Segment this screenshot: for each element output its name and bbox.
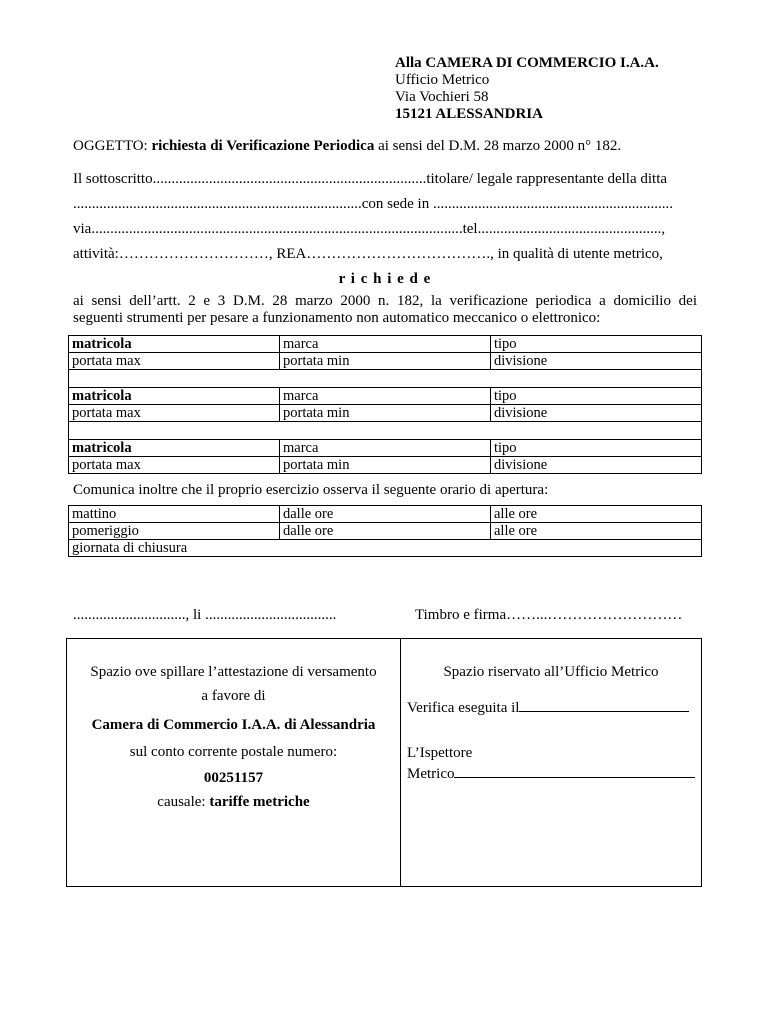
payment-causale bbox=[67, 794, 400, 811]
matricola-label: matricola bbox=[72, 440, 132, 456]
fill-line-2: .............................................................................con sede in ................................................................ bbox=[73, 196, 673, 212]
subject-line bbox=[73, 138, 621, 155]
dalle-ore-cell[interactable]: dalle ore bbox=[280, 506, 491, 523]
verifica-underline bbox=[519, 696, 689, 712]
spacer-cell bbox=[69, 422, 702, 440]
inspector-label-1: L’Ispettore bbox=[407, 745, 473, 761]
payment-line4: sul conto corrente postale numero: bbox=[129, 744, 338, 760]
payment-line2: a favore di bbox=[201, 688, 266, 704]
request-text-line1: ai sensi dell’artt. 2 e 3 D.M. 28 marzo 2000 n. 182, la verificazione periodica a domicilio dei bbox=[73, 293, 697, 309]
marca-cell[interactable]: marca bbox=[280, 388, 491, 405]
matricola-cell[interactable] bbox=[69, 388, 280, 405]
payment-recipient-name: Camera di Commercio I.A.A. di Alessandria bbox=[91, 717, 376, 733]
bottom-box bbox=[66, 638, 702, 887]
matricola-label: matricola bbox=[72, 336, 132, 352]
closing-day-cell[interactable]: giornata di chiusura bbox=[69, 540, 702, 557]
portata-max-cell[interactable]: portata max bbox=[69, 405, 280, 422]
payment-line1: Spazio ove spillare l’attestazione di versamento bbox=[90, 664, 377, 680]
fill-line-4: attività:…………………………, REA………………………………., in qualità di utente metrico, bbox=[73, 246, 663, 262]
spacer-row bbox=[69, 422, 702, 440]
payment-account bbox=[67, 770, 400, 787]
causale-label: causale: bbox=[157, 794, 210, 810]
account-number: 00251157 bbox=[203, 770, 264, 786]
subject-bold: richiesta di Verificazione Periodica bbox=[151, 138, 375, 154]
spacer-row bbox=[69, 370, 702, 388]
subject-label: OGGETTO: bbox=[73, 138, 152, 154]
divisione-cell[interactable]: divisione bbox=[491, 405, 702, 422]
instrument-row bbox=[69, 353, 702, 370]
mattino-cell[interactable]: mattino bbox=[69, 506, 280, 523]
hours-row bbox=[69, 540, 702, 557]
divisione-cell[interactable]: divisione bbox=[491, 457, 702, 474]
portata-min-cell[interactable]: portata min bbox=[280, 405, 491, 422]
instruments-table bbox=[68, 335, 702, 474]
instrument-row bbox=[69, 405, 702, 422]
subject-rest: ai sensi del D.M. 28 marzo 2000 n° 182. bbox=[374, 138, 622, 154]
pomeriggio-cell[interactable]: pomeriggio bbox=[69, 523, 280, 540]
matricola-label: matricola bbox=[72, 388, 132, 404]
tipo-cell[interactable]: tipo bbox=[491, 440, 702, 457]
tipo-cell[interactable]: tipo bbox=[491, 336, 702, 353]
recipient-address bbox=[395, 55, 659, 123]
instrument-row bbox=[69, 457, 702, 474]
recipient-line3: Via Vochieri 58 bbox=[395, 89, 489, 105]
fill-line-3: via...................................................................................................tel................................................., bbox=[73, 221, 666, 237]
verifica-label: Verifica eseguita il bbox=[407, 700, 520, 716]
portata-min-cell[interactable]: portata min bbox=[280, 457, 491, 474]
portata-max-cell[interactable]: portata max bbox=[69, 457, 280, 474]
marca-cell[interactable]: marca bbox=[280, 336, 491, 353]
inspector-field[interactable] bbox=[407, 762, 695, 783]
recipient-line4: 15121 ALESSANDRIA bbox=[395, 106, 543, 122]
recipient-line2: Ufficio Metrico bbox=[395, 72, 490, 88]
hours-row bbox=[69, 523, 702, 540]
inspector-label-2: Metrico bbox=[407, 766, 455, 782]
verifica-field[interactable] bbox=[407, 696, 689, 717]
payment-line3 bbox=[67, 717, 400, 734]
request-heading bbox=[0, 271, 770, 288]
matricola-cell[interactable] bbox=[69, 336, 280, 353]
instrument-row bbox=[69, 440, 702, 457]
instrument-row bbox=[69, 336, 702, 353]
request-text bbox=[73, 293, 697, 327]
office-title: Spazio riservato all’Ufficio Metrico bbox=[443, 664, 659, 680]
dalle-ore-cell[interactable]: dalle ore bbox=[280, 523, 491, 540]
marca-cell[interactable]: marca bbox=[280, 440, 491, 457]
recipient-line1: Alla CAMERA DI COMMERCIO I.A.A. bbox=[395, 55, 659, 71]
hours-row bbox=[69, 506, 702, 523]
instrument-row bbox=[69, 388, 702, 405]
portata-max-cell[interactable]: portata max bbox=[69, 353, 280, 370]
inspector-underline bbox=[454, 762, 695, 778]
stamp-signature-field[interactable]: Timbro e firma……...……………………… bbox=[415, 607, 683, 623]
causale-value: tariffe metriche bbox=[209, 794, 310, 810]
hours-table bbox=[68, 505, 702, 557]
portata-min-cell[interactable]: portata min bbox=[280, 353, 491, 370]
alle-ore-cell[interactable]: alle ore bbox=[491, 506, 702, 523]
request-heading-text: r i c h i e d e bbox=[338, 271, 432, 287]
hours-intro: Comunica inoltre che il proprio esercizio osserva il seguente orario di apertura: bbox=[73, 482, 549, 498]
alle-ore-cell[interactable]: alle ore bbox=[491, 523, 702, 540]
request-text-line2: seguenti strumenti per pesare a funzionamento non automatico meccanico o elettronico: bbox=[73, 310, 601, 326]
divisione-cell[interactable]: divisione bbox=[491, 353, 702, 370]
fill-line-1: Il sottoscritto.........................................................................titolare/ legale rappresentante della ditta bbox=[73, 171, 668, 187]
place-date-field[interactable]: .............................., li ................................... bbox=[73, 607, 337, 623]
spacer-cell bbox=[69, 370, 702, 388]
matricola-cell[interactable] bbox=[69, 440, 280, 457]
tipo-cell[interactable]: tipo bbox=[491, 388, 702, 405]
